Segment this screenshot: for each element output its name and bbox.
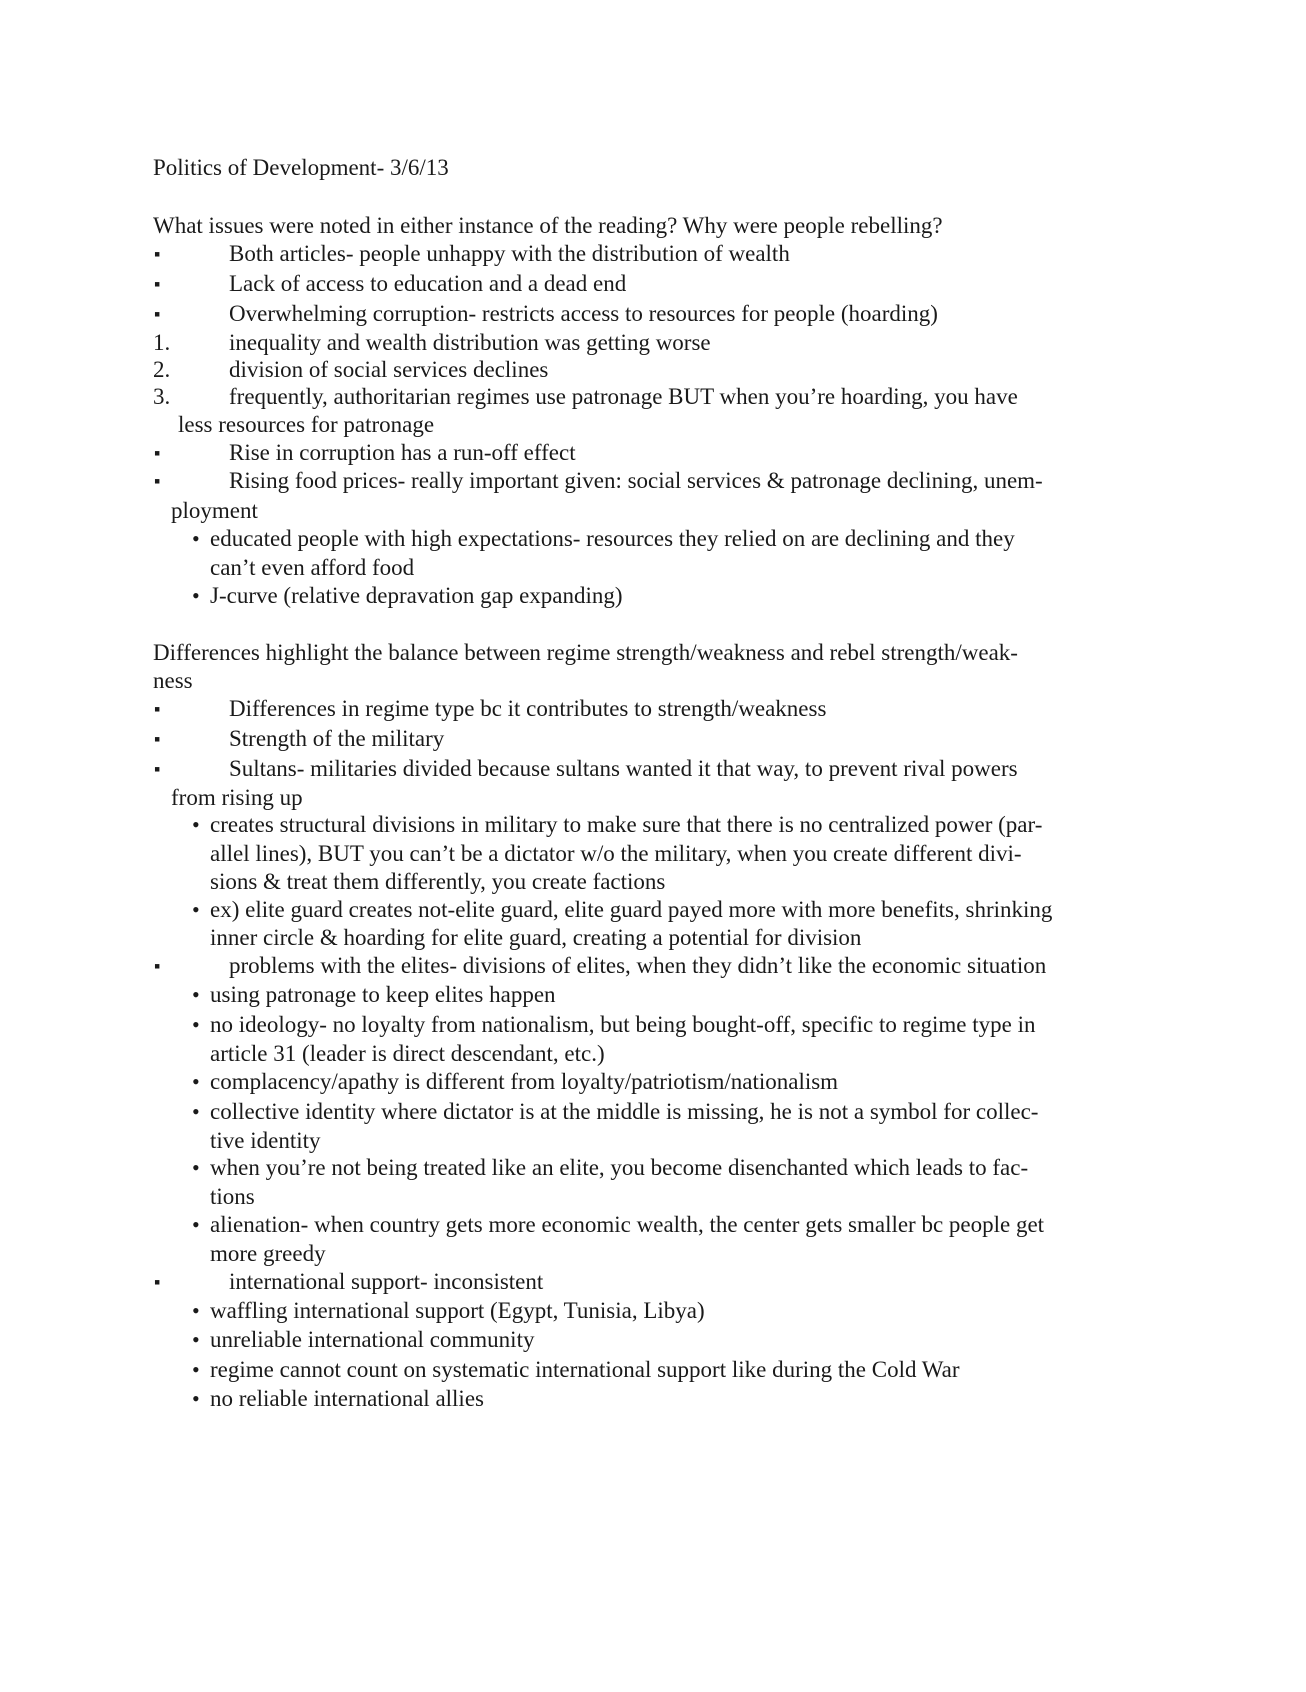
document-title-line bbox=[0, 152, 1306, 184]
list-item bbox=[0, 298, 1306, 330]
list-item-text: Differences in regime type bc it contributes to strength/weakness bbox=[229, 696, 827, 721]
round-bullet-icon: • bbox=[192, 897, 200, 922]
list-item bbox=[0, 693, 1306, 725]
square-bullet-icon: ▪ bbox=[154, 274, 161, 294]
list-item-text: inner circle & hoarding for elite guard, creating a potential for division bbox=[210, 925, 862, 950]
list-item-text: Rise in corruption has a run-off effect bbox=[229, 440, 576, 465]
square-bullet-icon: ▪ bbox=[154, 244, 161, 264]
list-item-text: Overwhelming corruption- restricts access to resources for people (hoarding) bbox=[229, 301, 938, 326]
sub-list-item bbox=[0, 523, 1306, 555]
round-bullet-icon: • bbox=[192, 1012, 200, 1037]
list-item-text: Both articles- people unhappy with the distribution of wealth bbox=[229, 241, 790, 266]
list-item-text: creates structural divisions in military to make sure that there is no centralized power (par- bbox=[210, 812, 1043, 837]
round-bullet-icon: • bbox=[192, 1069, 200, 1094]
square-bullet-icon: ▪ bbox=[154, 443, 161, 463]
list-item-text: unreliable international community bbox=[210, 1327, 535, 1352]
list-item-text: less resources for patronage bbox=[178, 412, 435, 437]
square-bullet-icon: ▪ bbox=[154, 759, 161, 779]
list-item-text: regime cannot count on systematic international support like during the Cold War bbox=[210, 1357, 960, 1382]
sub-list-item bbox=[0, 580, 1306, 612]
round-bullet-icon: • bbox=[192, 812, 200, 837]
list-item bbox=[0, 465, 1306, 497]
sub-list-item bbox=[0, 1096, 1306, 1128]
list-item bbox=[0, 753, 1306, 785]
section1-heading: What issues were noted in either instance of the reading? Why were people rebelling? bbox=[153, 213, 943, 238]
list-item-text: using patronage to keep elites happen bbox=[210, 982, 556, 1007]
list-item-text: Strength of the military bbox=[229, 726, 445, 751]
list-item-text: Rising food prices- really important given: social services & patronage declining, unem- bbox=[229, 468, 1043, 493]
list-item-text: allel lines), BUT you can’t be a dictator w/o the military, when you create different divi- bbox=[210, 841, 1022, 866]
square-bullet-icon: ▪ bbox=[154, 699, 161, 719]
list-item-text: sions & treat them differently, you create factions bbox=[210, 869, 666, 894]
round-bullet-icon: • bbox=[192, 1357, 200, 1382]
square-bullet-icon: ▪ bbox=[154, 304, 161, 324]
list-number: 2. bbox=[153, 357, 171, 382]
square-bullet-icon: ▪ bbox=[154, 471, 161, 491]
list-item-text: international support- inconsistent bbox=[229, 1269, 544, 1294]
list-item-text: frequently, authoritarian regimes use patronage BUT when you’re hoarding, you have bbox=[229, 384, 1018, 409]
list-item-text: inequality and wealth distribution was getting worse bbox=[229, 330, 711, 355]
list-number: 3. bbox=[153, 384, 171, 409]
sub-list-item bbox=[0, 1209, 1306, 1241]
list-item-text: alienation- when country gets more economic wealth, the center gets smaller bc people get bbox=[210, 1212, 1045, 1237]
list-number: 1. bbox=[153, 330, 171, 355]
round-bullet-icon: • bbox=[192, 1155, 200, 1180]
list-item-text: from rising up bbox=[171, 785, 303, 810]
list-item-text: Lack of access to education and a dead end bbox=[229, 271, 627, 296]
square-bullet-icon: ▪ bbox=[154, 1272, 161, 1292]
sub-list-item bbox=[0, 1383, 1306, 1415]
sub-list-item bbox=[0, 809, 1306, 841]
list-item-text: collective identity where dictator is at the middle is missing, he is not a symbol for collec- bbox=[210, 1099, 1039, 1124]
list-item bbox=[0, 950, 1306, 982]
round-bullet-icon: • bbox=[192, 1298, 200, 1323]
list-item-text: educated people with high expectations- resources they relied on are declining and they bbox=[210, 526, 1015, 551]
list-item-text: no reliable international allies bbox=[210, 1386, 484, 1411]
sub-list-item bbox=[0, 1295, 1306, 1327]
square-bullet-icon: ▪ bbox=[154, 956, 161, 976]
list-item-text: division of social services declines bbox=[229, 357, 549, 382]
list-item bbox=[0, 268, 1306, 300]
list-item bbox=[0, 238, 1306, 270]
section2-heading-continuation: ness bbox=[153, 668, 193, 693]
sub-list-item bbox=[0, 1152, 1306, 1184]
list-item-text: waffling international support (Egypt, Tunisia, Libya) bbox=[210, 1298, 705, 1323]
list-item-text: more greedy bbox=[210, 1241, 326, 1266]
sub-list-item bbox=[0, 1066, 1306, 1098]
round-bullet-icon: • bbox=[192, 526, 200, 551]
list-item-text: ployment bbox=[171, 498, 258, 523]
list-item-text: article 31 (leader is direct descendant, etc.) bbox=[210, 1041, 605, 1066]
round-bullet-icon: • bbox=[192, 583, 200, 608]
list-item-text: tive identity bbox=[210, 1128, 321, 1153]
list-item-text: problems with the elites- divisions of elites, when they didn’t like the economic situation bbox=[229, 953, 1047, 978]
round-bullet-icon: • bbox=[192, 982, 200, 1007]
sub-list-item bbox=[0, 1354, 1306, 1386]
list-item-text: tions bbox=[210, 1184, 255, 1209]
sub-list-item bbox=[0, 1009, 1306, 1041]
list-item-text: no ideology- no loyalty from nationalism, but being bought-off, specific to regime type in bbox=[210, 1012, 1036, 1037]
round-bullet-icon: • bbox=[192, 1386, 200, 1411]
sub-list-item bbox=[0, 979, 1306, 1011]
round-bullet-icon: • bbox=[192, 1099, 200, 1124]
list-item-text: Sultans- militaries divided because sultans wanted it that way, to prevent rival powers bbox=[229, 756, 1018, 781]
round-bullet-icon: • bbox=[192, 1212, 200, 1237]
list-item-text: J-curve (relative depravation gap expanding) bbox=[210, 583, 623, 608]
list-item bbox=[0, 1266, 1306, 1298]
list-item-text: complacency/apathy is different from loyalty/patriotism/nationalism bbox=[210, 1069, 839, 1094]
list-item-text: ex) elite guard creates not-elite guard, elite guard payed more with more benefits, shrinking bbox=[210, 897, 1053, 922]
sub-list-item bbox=[0, 1324, 1306, 1356]
document-title: Politics of Development- 3/6/13 bbox=[153, 155, 449, 180]
section2-heading: Differences highlight the balance between regime strength/weakness and rebel strength/weak- bbox=[153, 640, 1018, 665]
list-item bbox=[0, 723, 1306, 755]
list-item-text: can’t even afford food bbox=[210, 555, 415, 580]
list-item-text: when you’re not being treated like an elite, you become disenchanted which leads to fac- bbox=[210, 1155, 1029, 1180]
square-bullet-icon: ▪ bbox=[154, 729, 161, 749]
round-bullet-icon: • bbox=[192, 1327, 200, 1352]
